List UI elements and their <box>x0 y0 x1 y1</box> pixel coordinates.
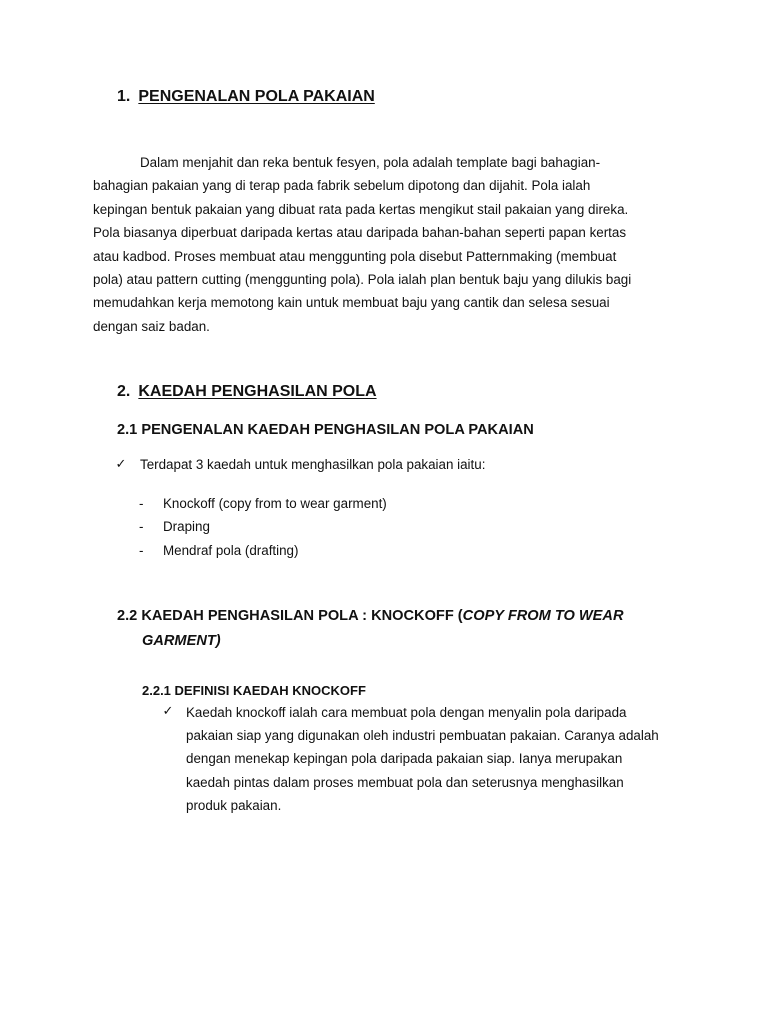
subsection-2-2-heading-italic: COPY FROM TO WEAR <box>462 608 624 624</box>
definition-paragraph <box>186 701 659 817</box>
subsection-2-2-heading-italic-end: GARMENT) <box>142 633 221 649</box>
dash-bullet: - <box>139 519 144 534</box>
section-1-number: 1. <box>117 88 131 105</box>
subsection-2-2-1-heading: 2.2.1 DEFINISI KAEDAH KNOCKOFF <box>142 683 366 698</box>
definition-line: Kaedah knockoff ialah cara membuat pola dengan menyalin pola daripada <box>186 705 627 720</box>
section-1-title: PENGENALAN POLA PAKAIAN <box>138 88 375 105</box>
subsection-2-2-heading-prefix: 2.2 KAEDAH PENGHASILAN POLA : KNOCKOFF ( <box>117 608 463 624</box>
list-item: Mendraf pola (drafting) <box>163 543 299 558</box>
checkmark-icon: ✓ <box>115 456 127 471</box>
paragraph-line: dengan saiz badan. <box>93 318 210 334</box>
section-2-number: 2. <box>117 383 131 400</box>
paragraph-line: memudahkan kerja memotong kain untuk membuat baju yang cantik dan selesa sesuai <box>93 295 610 311</box>
paragraph-line: atau kadbod. Proses membuat atau menggunting pola disebut Patternmaking (membuat <box>93 248 617 264</box>
list-item: Knockoff (copy from to wear garment) <box>163 496 387 511</box>
checkmark-icon: ✓ <box>162 703 174 718</box>
subsection-2-1-heading: 2.1 PENGENALAN KAEDAH PENGHASILAN POLA PAKAIAN <box>117 422 534 438</box>
section-2-heading <box>117 383 377 401</box>
section-1-heading <box>117 88 375 106</box>
check-item-text: Terdapat 3 kaedah untuk menghasilkan pola pakaian iaitu: <box>140 457 486 472</box>
section-1-paragraph <box>93 151 668 338</box>
paragraph-line: Dalam menjahit dan reka bentuk fesyen, pola adalah template bagi bahagian- <box>140 155 601 170</box>
paragraph-line: Pola biasanya diperbuat daripada kertas atau daripada bahan-bahan seperti papan kertas <box>93 225 627 241</box>
paragraph-line: kepingan bentuk pakaian yang dibuat rata pada kertas mengikut stail pakaian yang direka. <box>93 201 629 217</box>
dash-bullet: - <box>139 543 144 558</box>
definition-line: produk pakaian. <box>186 797 282 813</box>
definition-line: dengan menekap kepingan pola daripada pakaian siap. Ianya merupakan <box>186 751 623 767</box>
dash-bullet: - <box>139 496 144 511</box>
definition-line: kaedah pintas dalam proses membuat pola dan seterusnya menghasilkan <box>186 774 624 790</box>
paragraph-line: pola) atau pattern cutting (menggunting pola). Pola ialah plan bentuk baju yang dilukis bagi <box>93 272 632 288</box>
list-item: Draping <box>163 519 210 534</box>
definition-line: pakaian siap yang digunakan oleh industri pembuatan pakaian. Caranya adalah <box>186 728 659 744</box>
subsection-2-2-heading-line-2 <box>142 633 221 649</box>
section-2-title: KAEDAH PENGHASILAN POLA <box>138 383 377 400</box>
subsection-2-2-heading-line-1 <box>117 608 623 624</box>
paragraph-line: bahagian pakaian yang di terap pada fabrik sebelum dipotong dan dijahit. Pola ialah <box>93 178 591 194</box>
